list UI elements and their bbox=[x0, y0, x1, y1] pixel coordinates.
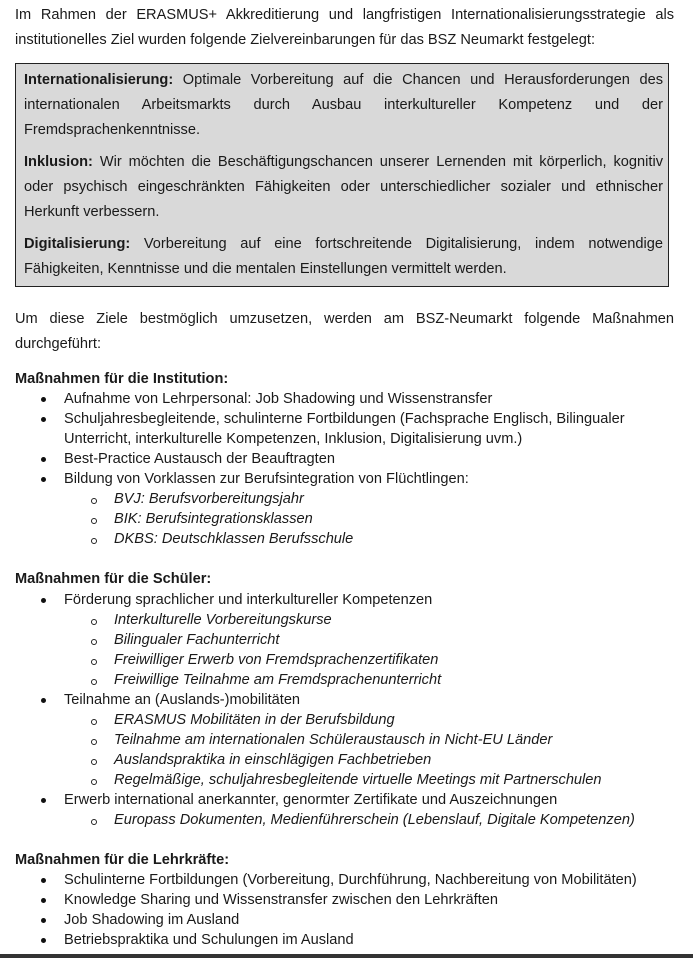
list-item: Aufnahme von Lehrpersonal: Job Shadowing und Wissenstransfer bbox=[15, 389, 693, 409]
intro-paragraph: Im Rahmen der ERASMUS+ Akkreditierung und langfristigen Internationalisierungsstrategie als institutionelles Ziel wurden folgende Zielvereinbarungen für das BSZ Neumarkt festgelegt: bbox=[15, 7, 674, 48]
list-institution bbox=[15, 389, 693, 549]
list-item: Schuljahresbegleitende, schulinterne Fortbildungen (Fachsprache Englisch, Bilingualer Unterricht, interkulturelle Kompetenzen, Inklusion, Digitalisierung uvm.) bbox=[15, 409, 693, 449]
goal-label: Digitalisierung: bbox=[24, 236, 131, 252]
document-page bbox=[15, 0, 674, 948]
heading-students: Maßnahmen für die Schüler: bbox=[15, 571, 212, 587]
sub-list-item: ERASMUS Mobilitäten in der Berufsbildung bbox=[15, 710, 693, 730]
sub-list-item: Interkulturelle Vorbereitungskurse bbox=[15, 610, 693, 630]
page-bottom-divider bbox=[0, 954, 693, 958]
goal-inklusion bbox=[24, 150, 663, 225]
list-item: Best-Practice Austausch der Beauftragten bbox=[15, 449, 693, 469]
goals-box bbox=[15, 63, 669, 287]
goal-label: Internationalisierung: bbox=[24, 72, 174, 88]
sub-list-item: Freiwillige Teilnahme am Fremdsprachenunterricht bbox=[15, 670, 693, 690]
sub-list-item: Europass Dokumenten, Medienführerschein (Lebenslauf, Digitale Kompetenzen) bbox=[15, 810, 693, 830]
list-item: Bildung von Vorklassen zur Berufsintegration von Flüchtlingen: bbox=[15, 469, 693, 489]
sub-list-item: BIK: Berufsintegrationsklassen bbox=[15, 509, 693, 529]
sub-list-item: DKBS: Deutschklassen Berufsschule bbox=[15, 529, 693, 549]
sub-list-item: Freiwilliger Erwerb von Fremdsprachenzertifikaten bbox=[15, 650, 693, 670]
goal-digitalisierung bbox=[24, 232, 663, 282]
sub-list-item: Regelmäßige, schuljahresbegleitende virtuelle Meetings mit Partnerschulen bbox=[15, 770, 693, 790]
sub-list-item: Teilnahme am internationalen Schüleraustausch in Nicht-EU Länder bbox=[15, 730, 693, 750]
list-item: Schulinterne Fortbildungen (Vorbereitung, Durchführung, Nachbereitung von Mobilitäten) bbox=[15, 870, 693, 890]
goal-label: Inklusion: bbox=[24, 154, 93, 170]
list-item: Förderung sprachlicher und interkultureller Kompetenzen bbox=[15, 590, 693, 610]
heading-teachers: Maßnahmen für die Lehrkräfte: bbox=[15, 852, 230, 868]
list-students bbox=[15, 590, 693, 830]
list-teachers bbox=[15, 870, 693, 950]
list-item: Job Shadowing im Ausland bbox=[15, 910, 693, 930]
list-item: Erwerb international anerkannter, genormter Zertifikate und Auszeichnungen bbox=[15, 790, 693, 810]
goal-text: Wir möchten die Beschäftigungschancen unserer Lernenden mit körperlich, kognitiv oder psychisch eingeschränkten Fähigkeiten oder unterschiedlicher sozialer und ethnischer Herkunft verbessern. bbox=[24, 154, 663, 220]
goal-internationalisierung bbox=[24, 68, 663, 143]
list-item: Knowledge Sharing und Wissenstransfer zwischen den Lehrkräften bbox=[15, 890, 693, 910]
sub-list-item: BVJ: Berufsvorbereitungsjahr bbox=[15, 489, 693, 509]
list-item: Betriebspraktika und Schulungen im Ausland bbox=[15, 930, 693, 950]
sub-list-item: Bilingualer Fachunterricht bbox=[15, 630, 693, 650]
sub-list-item: Auslandspraktika in einschlägigen Fachbetrieben bbox=[15, 750, 693, 770]
goal-text: Optimale Vorbereitung auf die Chancen und Herausforderungen des internationalen Arbeitsmarkts durch Ausbau interkultureller Kompetenz und der Fremdsprachenkenntnisse. bbox=[24, 72, 663, 138]
list-item: Teilnahme an (Auslands-)mobilitäten bbox=[15, 690, 693, 710]
goal-text: Vorbereitung auf eine fortschreitende Digitalisierung, indem notwendige Fähigkeiten, Kenntnisse und die mentalen Einstellungen vermittelt werden. bbox=[24, 236, 663, 277]
heading-institution: Maßnahmen für die Institution: bbox=[15, 371, 229, 387]
transition-paragraph: Um diese Ziele bestmöglich umzusetzen, werden am BSZ-Neumarkt folgende Maßnahmen durchgeführt: bbox=[15, 311, 674, 352]
